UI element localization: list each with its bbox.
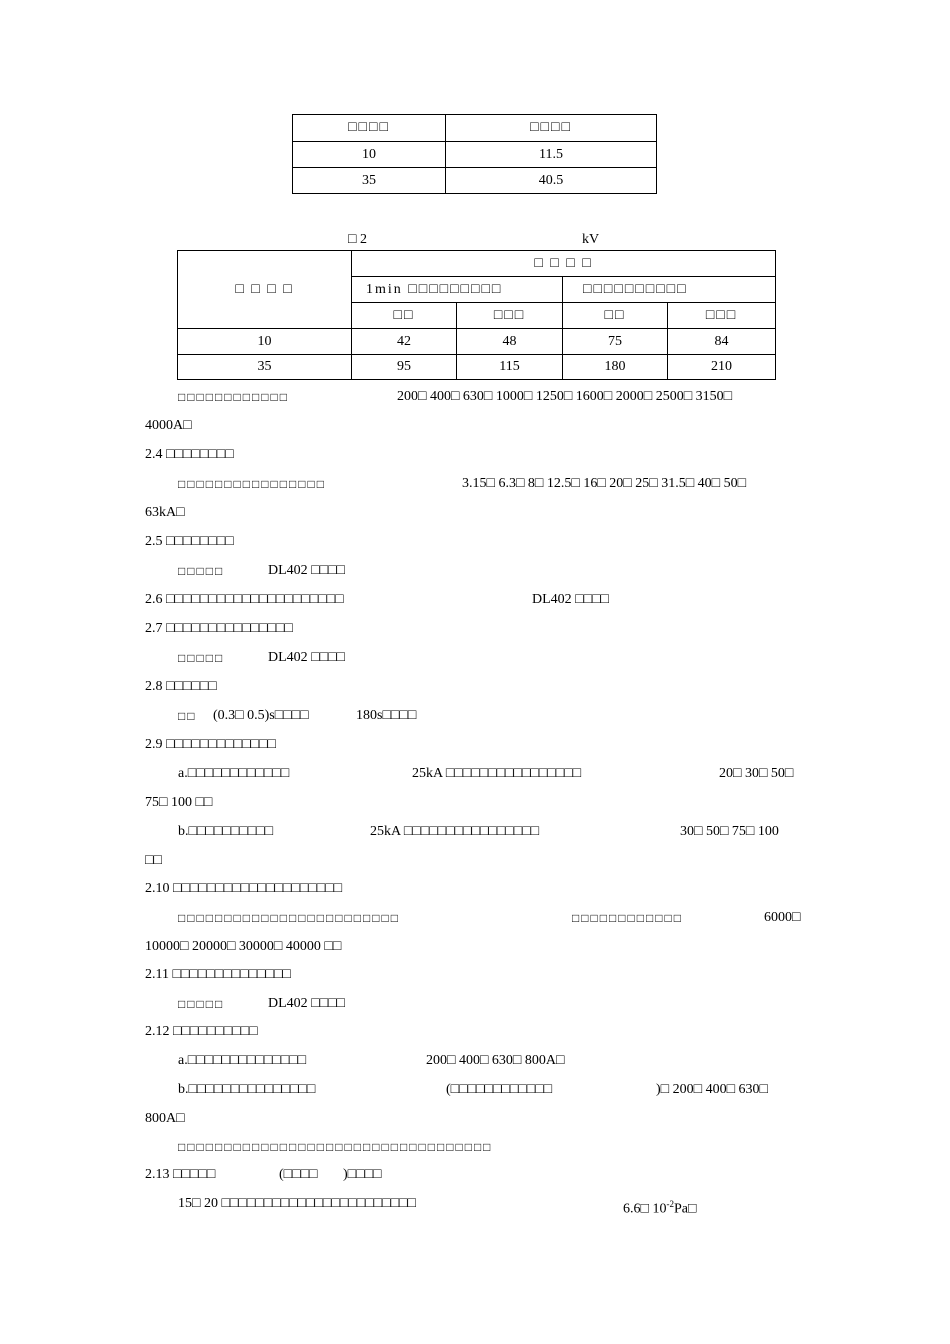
table2-cell: 95 [352,355,457,380]
table2-cell: 75 [563,329,668,355]
insulation-table [177,250,776,380]
paragraph: DL402 □□□□ [268,650,345,665]
paragraph: DL402 □□□□ [532,592,609,607]
section-heading: 2.9 □□□□□□□□□□□□□ [145,737,276,752]
table1-cell: 11.5 [446,142,657,168]
table2-cell: 180 [563,355,668,380]
paragraph: □□□□□□□□□□□□ [572,911,683,925]
paragraph: □□□□□ [178,651,225,665]
paragraph: 200□ 400□ 630□ 800A□ [426,1053,565,1068]
section-heading: 2.6 □□□□□□□□□□□□□□□□□□□□□ [145,592,344,607]
section-heading: 2.11 □□□□□□□□□□□□□□ [145,967,291,982]
paragraph: □□□□□ [178,997,225,1011]
section-heading: 2.10 □□□□□□□□□□□□□□□□□□□□ [145,881,343,896]
paragraph: 25kA □□□□□□□□□□□□□□□□ [412,766,582,781]
paragraph: 200□ 400□ 630□ 1000□ 1250□ 1600□ 2000□ 2500□ 3150□ [397,389,733,404]
paragraph: )□□□□ [343,1167,382,1182]
table1-header-2: □□□□ [446,115,657,142]
paragraph: 800A□ [145,1111,185,1126]
paragraph: □□ [145,853,162,868]
paragraph: b.□□□□□□□□□□□□□□□ [178,1082,316,1097]
table2-group-header: □ □ □ □ [352,251,776,277]
paragraph: 75□ 100 □□ [145,795,213,810]
section-heading: 2.5 □□□□□□□□ [145,534,234,549]
table1-cell: 40.5 [446,168,657,194]
section-heading: 2.13 □□□□□ [145,1167,216,1182]
paragraph: )□ 200□ 400□ 630□ [656,1082,768,1097]
table2-col-header: □□□ [668,303,776,329]
section-heading: 2.8 □□□□□□ [145,679,217,694]
table2-cell: 35 [178,355,352,380]
table2-cell: 115 [457,355,563,380]
paragraph: □□□□□□□□□□□□□□□□□□□□□□□□ [178,911,400,925]
paragraph: a.□□□□□□□□□□□□ [178,766,290,781]
paragraph: a.□□□□□□□□□□□□□□ [178,1053,307,1068]
table2-col-header: □□ [352,303,457,329]
paragraph: (□□□□□□□□□□□□ [446,1082,553,1097]
table2-sub-header-1: 1min □□□□□□□□□ [352,277,563,303]
table2-col-header: □□ [563,303,668,329]
table2-row-header: □ □ □ □ [178,251,352,329]
paragraph: 4000A□ [145,418,192,433]
voltage-table [292,114,657,194]
section-heading: 2.4 □□□□□□□□ [145,447,234,462]
table2-cell: 84 [668,329,776,355]
paragraph: □□□□□ [178,564,225,578]
table2-cell: 210 [668,355,776,380]
paragraph: 63kA□ [145,505,185,520]
table2-sub-header-2: □□□□□□□□□□ [563,277,776,303]
pressure-unit: Pa□ [673,1201,697,1217]
paragraph: (0.3□ 0.5)s□□□□ [213,708,309,723]
paragraph: 25kA □□□□□□□□□□□□□□□□ [370,824,540,839]
paragraph: □□□□□□□□□□□□□□□□ [178,477,326,491]
table2-cell: 42 [352,329,457,355]
paragraph: □□□□□□□□□□□□□□□□□□□□□□□□□□□□□□□□□□ [178,1140,493,1154]
table2-caption: □ 2 [348,232,367,247]
table1-cell: 35 [293,168,446,194]
paragraph: 180s□□□□ [356,708,417,723]
paragraph: b.□□□□□□□□□□ [178,824,274,839]
paragraph: 10000□ 20000□ 30000□ 40000 □□ [145,939,342,954]
table2-cell: 10 [178,329,352,355]
table1-header-1: □□□□ [293,115,446,142]
paragraph [623,1193,696,1215]
paragraph: 6000□ [764,910,801,925]
paragraph: 30□ 50□ 75□ 100 [680,824,779,839]
paragraph: (□□□□ [279,1167,318,1182]
paragraph: DL402 □□□□ [268,563,345,578]
exponent: -2 [666,1199,674,1209]
paragraph: □□□□□□□□□□□□ [178,390,289,404]
paragraph: □□ [178,709,197,723]
table2-unit: kV [582,232,600,247]
section-heading: 2.12 □□□□□□□□□□ [145,1024,258,1039]
table1-cell: 10 [293,142,446,168]
paragraph: 3.15□ 6.3□ 8□ 12.5□ 16□ 20□ 25□ 31.5□ 40□ 50□ [462,476,747,491]
paragraph: 15□ 20 □□□□□□□□□□□□□□□□□□□□□□□ [178,1196,416,1211]
section-heading: 2.7 □□□□□□□□□□□□□□□ [145,621,293,636]
paragraph: 20□ 30□ 50□ [719,766,794,781]
table2-cell: 48 [457,329,563,355]
table2-col-header: □□□ [457,303,563,329]
pressure-value: 6.6□ 10 [623,1201,667,1217]
paragraph: DL402 □□□□ [268,996,345,1011]
